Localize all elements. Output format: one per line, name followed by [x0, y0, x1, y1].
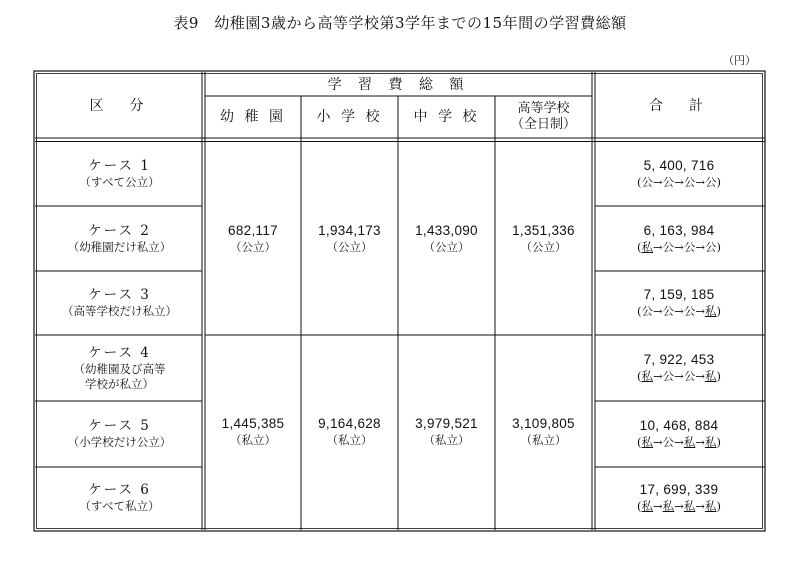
case-name: ケース 5	[88, 418, 151, 434]
cost-value: 3,109,805	[512, 416, 575, 431]
school-type-mark: 公	[662, 435, 675, 449]
case-row-5	[37, 401, 202, 467]
school-path: (私→私→私→私)	[637, 499, 721, 513]
cost-value: 3,979,521	[415, 416, 478, 431]
school-path: (私→公→公→私)	[637, 369, 721, 383]
school-type-mark: 私	[641, 435, 654, 449]
case-description: （小学校だけ公立）	[67, 435, 172, 449]
private-high-school-cost	[495, 335, 592, 529]
case-name: ケース 2	[88, 222, 151, 239]
school-type-label: （私立）	[326, 433, 373, 447]
total-value: 7, 159, 185	[643, 287, 715, 302]
case-description: （幼稚園及び高等	[73, 361, 166, 376]
page-title: 表9 幼稚園3歳から高等学校第3学年までの15年間の学習費総額	[173, 14, 627, 32]
public-junior-high-cost	[398, 142, 495, 335]
arrow-icon: →	[653, 499, 663, 513]
public-high-school-cost	[495, 142, 592, 335]
school-type-mark: 私	[641, 369, 654, 383]
case-row-1	[37, 142, 202, 206]
school-path: (私→公→私→私)	[637, 435, 721, 449]
school-type-mark: 私	[662, 499, 675, 513]
arrow-icon: →	[653, 304, 663, 318]
total-value: 5, 400, 716	[643, 158, 715, 173]
school-type-mark: 公	[662, 304, 675, 318]
total-cell-3	[595, 271, 763, 335]
unit-label: （円）	[723, 54, 756, 67]
school-type-label: （公立）	[423, 239, 470, 254]
school-type-mark: 私	[704, 435, 717, 449]
cost-value: 1,433,090	[415, 222, 478, 238]
total-value: 17, 699, 339	[639, 482, 719, 497]
total-value: 7, 922, 453	[643, 352, 715, 367]
arrow-icon: →	[674, 175, 684, 189]
school-type-mark: 私	[683, 435, 696, 449]
header-kindergarten: 幼 稚 園	[220, 108, 286, 125]
case-name: ケース 1	[88, 158, 151, 174]
total-cell-6	[595, 467, 763, 529]
arrow-icon: →	[653, 435, 663, 449]
arrow-icon: →	[674, 369, 684, 383]
case-row-3	[37, 271, 202, 335]
case-row-6	[37, 467, 202, 529]
total-value: 6, 163, 984	[643, 222, 715, 238]
arrow-icon: →	[674, 304, 684, 318]
header-elementary: 小 学 校	[316, 108, 383, 125]
school-type-mark: 公	[641, 304, 654, 318]
header-group: 学 習 費 総 額	[327, 76, 470, 93]
school-type-mark: 私	[704, 499, 717, 513]
private-elementary-cost	[301, 335, 398, 529]
school-type-mark: 公	[704, 239, 717, 254]
case-name: ケース 4	[88, 344, 151, 361]
school-path: (公→公→公→公)	[637, 175, 721, 189]
arrow-icon: →	[653, 239, 663, 254]
arrow-icon: →	[674, 499, 684, 513]
arrow-icon: →	[653, 175, 663, 189]
school-type-label: （公立）	[520, 239, 567, 254]
total-cell-1	[595, 142, 763, 206]
case-description: （高等学校だけ私立）	[62, 304, 177, 318]
school-type-mark: 公	[683, 239, 696, 254]
total-cell-2	[595, 206, 763, 271]
cost-value: 682,117	[228, 222, 278, 238]
school-type-mark: 公	[683, 175, 696, 189]
school-type-label: （公立）	[326, 239, 373, 254]
arrow-icon: →	[674, 435, 684, 449]
school-type-label: （私立）	[230, 433, 276, 447]
school-type-mark: 私	[704, 304, 717, 318]
header-total: 合 計	[649, 97, 709, 114]
arrow-icon: →	[695, 239, 705, 254]
school-type-mark: 私	[683, 499, 696, 513]
school-type-mark: 私	[641, 239, 654, 254]
case-name: ケース 6	[88, 482, 151, 498]
arrow-icon: →	[695, 304, 705, 318]
case-row-4	[37, 335, 202, 401]
total-cell-5	[595, 401, 763, 467]
school-path: (私→公→公→公)	[637, 239, 721, 254]
header-junior-high: 中 学 校	[413, 108, 480, 125]
school-type-mark: 公	[641, 175, 654, 189]
school-type-label: （私立）	[520, 433, 567, 447]
arrow-icon: →	[653, 369, 663, 383]
header-kubun: 区 分	[89, 97, 150, 114]
case-description-line2: 学校が私立）	[85, 376, 154, 391]
cost-value: 1,445,385	[221, 416, 285, 431]
school-type-mark: 公	[683, 369, 696, 383]
case-description: （すべて公立）	[79, 175, 160, 189]
arrow-icon: →	[695, 499, 705, 513]
arrow-icon: →	[695, 435, 705, 449]
school-type-mark: 私	[641, 499, 654, 513]
case-description: （すべて私立）	[79, 499, 160, 513]
school-type-mark: 公	[662, 239, 675, 254]
case-row-2	[37, 206, 202, 271]
school-type-mark: 公	[662, 369, 675, 383]
school-path: (公→公→公→私)	[637, 304, 721, 318]
cost-value: 9,164,628	[318, 416, 381, 431]
school-type-mark: 公	[683, 304, 696, 318]
arrow-icon: →	[695, 175, 705, 189]
case-name: ケース 3	[88, 287, 151, 303]
arrow-icon: →	[695, 369, 705, 383]
total-value: 10, 468, 884	[639, 418, 719, 433]
school-type-mark: 公	[704, 175, 717, 189]
private-kindergarten-cost	[205, 335, 301, 529]
private-junior-high-cost	[398, 335, 495, 529]
cost-value: 1,934,173	[318, 222, 381, 238]
header-high-school-line1: 高等学校	[517, 101, 570, 116]
header-high-school	[495, 96, 592, 138]
total-cell-4	[595, 335, 763, 401]
header-high-school-line2: （全日制）	[510, 117, 576, 132]
public-kindergarten-cost	[205, 142, 301, 335]
public-elementary-cost	[301, 142, 398, 335]
school-type-mark: 公	[662, 175, 675, 189]
school-type-label: （私立）	[423, 433, 470, 447]
cost-value: 1,351,336	[512, 222, 575, 238]
arrow-icon: →	[674, 239, 684, 254]
school-type-mark: 私	[704, 369, 717, 383]
case-description: （幼稚園だけ私立）	[67, 239, 172, 254]
school-type-label: （公立）	[230, 239, 276, 254]
